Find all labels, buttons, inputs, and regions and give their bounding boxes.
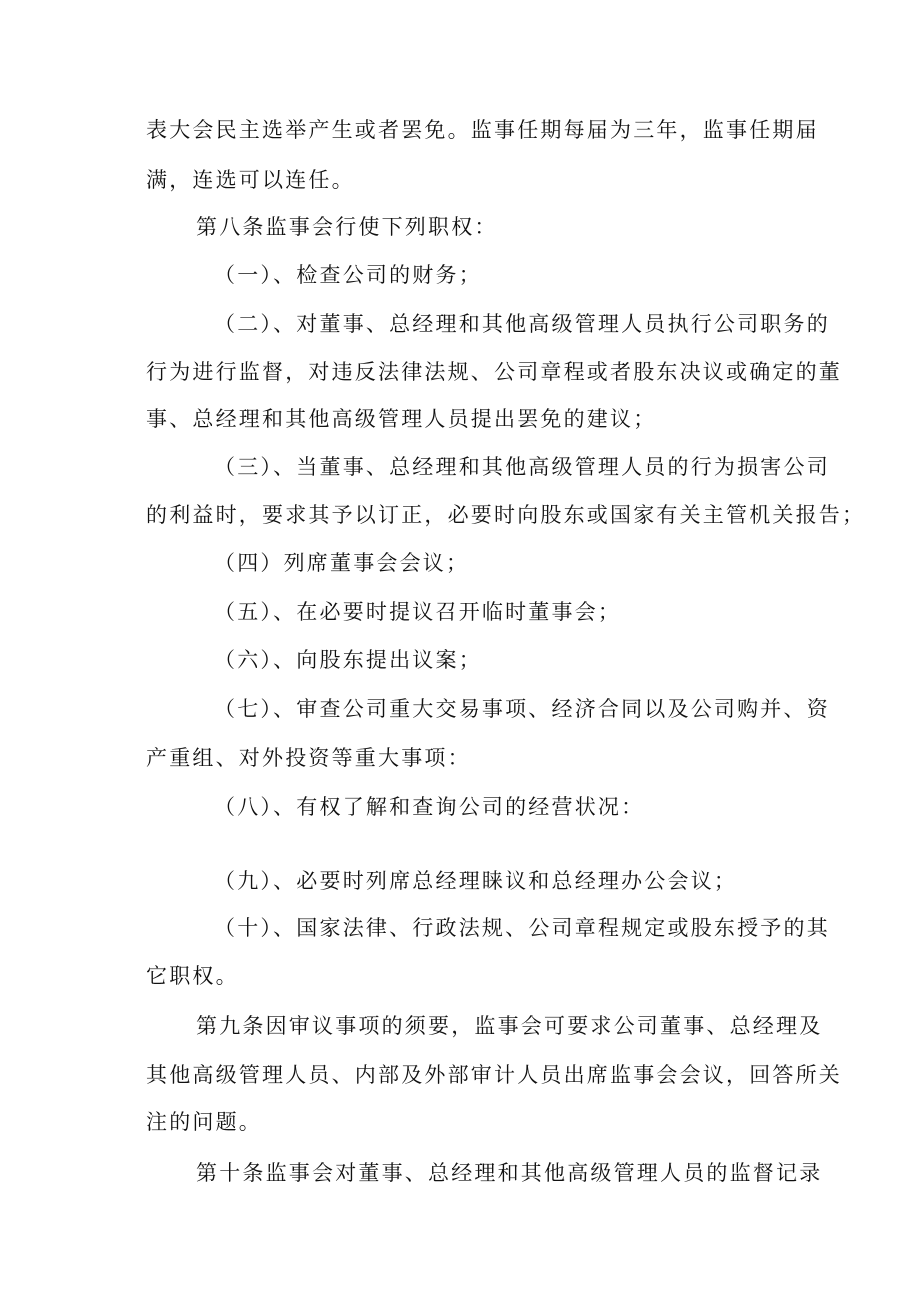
list-item: （三）、当董事、总经理和其他高级管理人员的行为损害公司 [214,455,830,479]
text-line: 表大会民主选举产生或者罢免。监事任期每届为三年，监事任期届 [146,118,819,142]
list-item: （七）、审查公司重大交易事项、经济合同以及公司购并、资 [214,697,830,721]
text-line: 产重组、对外投资等重大事项： [146,746,471,770]
text-line: 其他高级管理人员、内部及外部审计人员出席监事会会议，回答所关 [146,1063,842,1087]
text-line: 事、总经理和其他高级管理人员提出罢免的建议； [146,407,657,431]
text-line: 行为进行监督，对违反法律法规、公司章程或者股东决议或确定的董 [146,360,842,384]
text-line: 的利益时，要求其予以订正，必要时向股东或国家有关主管机关报告； [146,503,866,527]
article-10-heading: 第十条监事会对董事、总经理和其他高级管理人员的监督记录 [196,1161,823,1185]
article-9-heading: 第九条因审议事项的须要，监事会可要求公司董事、总经理及 [196,1014,823,1038]
text-line: 注的问题。 [146,1110,262,1134]
list-item: （一）、检查公司的财务； [214,263,482,287]
article-8-heading: 第八条监事会行使下列职权： [196,215,498,239]
list-item: （六）、向股东提出议案； [214,648,482,672]
list-item: （五）、在必要时提议召开临时董事会； [214,600,622,624]
list-item: （二）、对董事、总经理和其他高级管理人员执行公司职务的 [214,312,830,336]
list-item: （九）、必要时列席总经理睐议和总经理办公会议； [214,869,738,893]
text-line: 满，连选可以连任。 [146,168,355,192]
text-line: 它职权。 [146,964,239,988]
list-item: （十）、国家法律、行政法规、公司章程规定或股东授予的其 [214,916,830,940]
list-item: （四）列席董事会会议； [214,551,470,575]
list-item: （八）、有权了解和查询公司的经营状况： [214,795,645,819]
